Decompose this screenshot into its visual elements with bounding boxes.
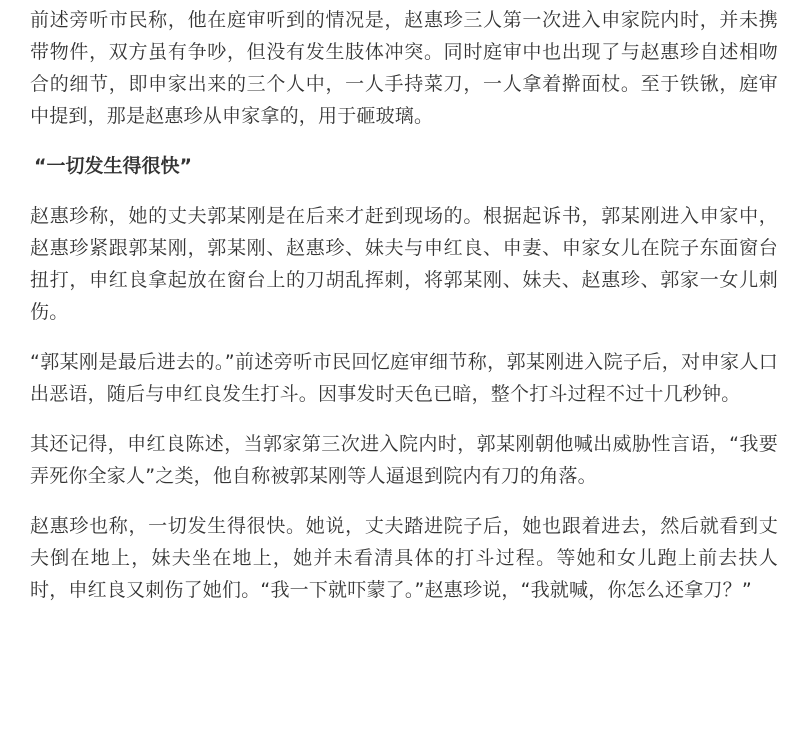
section-subheading: “一切发生得很快”: [34, 155, 192, 177]
paragraph-1: 前述旁听市民称，他在庭审听到的情况是，赵惠珍三人第一次进入申家院内时，并未携带物件，双方虽有争吵，但没有发生肢体冲突。同时庭审中也出现了与赵惠珍自述相吻合的细节，即申家出来的三个人中，一人手持菜刀，一人拿着擀面杖。至于铁锹，庭审中提到，那是赵惠珍从申家拿的，用于砸玻璃。: [30, 9, 778, 127]
paragraph-3: “郭某刚是最后进去的。”前述旁听市民回忆庭审细节称，郭某刚进入院子后，对申家人口出恶语，随后与申红良发生打斗。因事发时天色已暗，整个打斗过程不过十几秒钟。: [30, 351, 778, 405]
paragraph-2: 赵惠珍称，她的丈夫郭某刚是在后来才赶到现场的。根据起诉书，郭某刚进入申家中，赵惠珍紧跟郭某刚，郭某刚、赵惠珍、妹夫与申红良、申妻、申家女儿在院子东面窗台扭打，申红良拿起放在窗台上的刀胡乱挥刺，将郭某刚、妹夫、赵惠珍、郭家一女儿刺伤。: [30, 205, 778, 323]
paragraph-5: 赵惠珍也称，一切发生得很快。她说，丈夫踏进院子后，她也跟着进去，然后就看到丈夫倒在地上，妹夫坐在地上，她并未看清具体的打斗过程。等她和女儿跑上前去扶人时，申红良又刺伤了她们。“我一下就吓蒙了。”赵惠珍说，“我就喊，你怎么还拿刀？”: [30, 515, 778, 601]
paragraph-4: 其还记得，申红良陈述，当郭家第三次进入院内时，郭某刚朝他喊出威胁性言语，“我要弄死你全家人”之类，他自称被郭某刚等人逼退到院内有刀的角落。: [30, 433, 778, 487]
